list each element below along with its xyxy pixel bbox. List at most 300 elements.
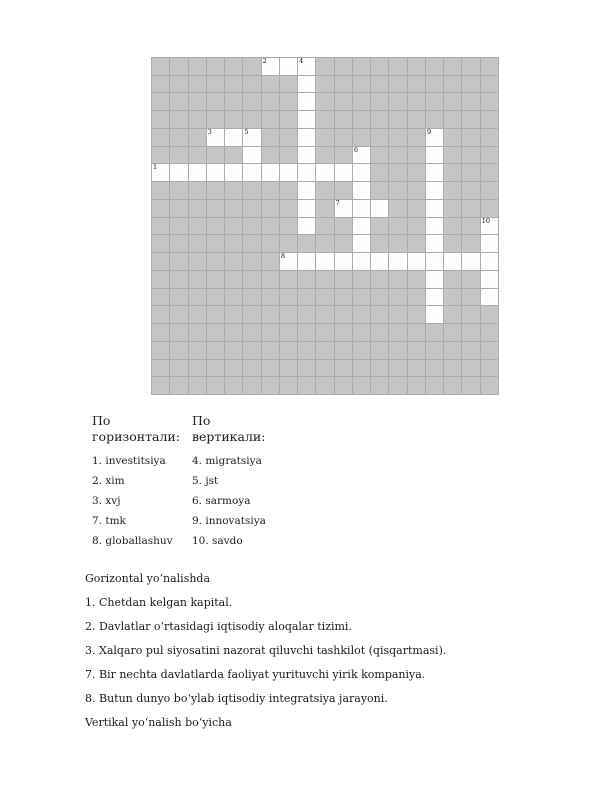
crossword-cell-blocked (207, 111, 224, 128)
crossword-cell-blocked (152, 182, 169, 199)
crossword-cell-open (298, 76, 315, 93)
crossword-cell-blocked (389, 58, 406, 75)
clue-number: 6 (353, 145, 359, 154)
crossword-cell-blocked (189, 58, 206, 75)
crossword-cell-open (353, 182, 370, 199)
crossword-cell-open (280, 58, 297, 75)
word-item: 10. savdo (192, 535, 243, 547)
crossword-cell-blocked (353, 76, 370, 93)
word-list-horizontal-title-line1: По (92, 413, 111, 428)
crossword-cell-blocked (280, 235, 297, 252)
crossword-cell-blocked (243, 306, 260, 323)
clue-number: 4 (299, 57, 304, 65)
crossword-cell-blocked (152, 58, 169, 75)
crossword-cell-open (298, 129, 315, 146)
crossword-cell-blocked (462, 111, 479, 128)
crossword-cell-blocked (462, 164, 479, 181)
crossword-cell-blocked (243, 342, 260, 359)
crossword-cell-blocked (371, 360, 388, 377)
crossword-cell-open (426, 129, 443, 146)
crossword-cell-open (280, 164, 297, 181)
crossword-cell-blocked (481, 182, 498, 199)
crossword-cell-blocked (335, 289, 352, 306)
crossword-cell-blocked (408, 129, 425, 146)
crossword-cell-blocked (152, 129, 169, 146)
crossword-cell-blocked (262, 289, 279, 306)
crossword-cell-open (426, 200, 443, 217)
crossword-cell-blocked (243, 253, 260, 270)
crossword-cell-blocked (225, 76, 242, 93)
clue-line: 7. Bir nechta davlatlarda faoliyat yurituvchi yirik kompaniya. (85, 668, 426, 681)
crossword-cell-open (426, 253, 443, 270)
crossword-cell-blocked (316, 324, 333, 341)
crossword-cell-blocked (353, 271, 370, 288)
crossword-cell-blocked (335, 377, 352, 394)
crossword-cell-blocked (152, 289, 169, 306)
crossword-cell-blocked (262, 235, 279, 252)
crossword-cell-open (481, 289, 498, 306)
crossword-cell-blocked (280, 93, 297, 110)
crossword-cell-blocked (389, 324, 406, 341)
crossword-cell-blocked (225, 58, 242, 75)
crossword-cell-blocked (189, 200, 206, 217)
crossword-cell-blocked (462, 306, 479, 323)
crossword-cell-blocked (189, 129, 206, 146)
crossword-cell-open (298, 182, 315, 199)
crossword-cell-blocked (462, 342, 479, 359)
crossword-cell-blocked (243, 360, 260, 377)
word-list-horizontal-title (92, 413, 190, 444)
crossword-cell-blocked (316, 147, 333, 164)
crossword-cell-blocked (353, 289, 370, 306)
crossword-cell-blocked (152, 324, 169, 341)
crossword-cell-open (389, 253, 406, 270)
word-item: 9. innovatsiya (192, 515, 266, 527)
crossword-cell-blocked (389, 360, 406, 377)
crossword-cell-open (353, 147, 370, 164)
crossword-cell-blocked (462, 360, 479, 377)
clues-heading-vertical: Vertikal yoʻnalish boʻyicha (85, 716, 232, 729)
crossword-cell-blocked (280, 360, 297, 377)
crossword-cell-blocked (444, 342, 461, 359)
crossword-cell-blocked (189, 235, 206, 252)
crossword-cell-blocked (170, 218, 187, 235)
crossword-cell-open (225, 129, 242, 146)
crossword-cell-blocked (316, 271, 333, 288)
crossword-cell-blocked (243, 235, 260, 252)
crossword-cell-blocked (408, 200, 425, 217)
word-item: 2. xim (92, 475, 125, 487)
crossword-cell-open (481, 253, 498, 270)
crossword-cell-blocked (353, 377, 370, 394)
crossword-cell-blocked (152, 93, 169, 110)
crossword-cell-blocked (353, 306, 370, 323)
crossword-cell-blocked (371, 342, 388, 359)
crossword-cell-blocked (408, 289, 425, 306)
crossword-cell-blocked (335, 93, 352, 110)
crossword-cell-open (262, 58, 279, 75)
crossword-cell-blocked (152, 235, 169, 252)
clue-line: 3. Xalqaro pul siyosatini nazorat qiluvchi tashkilot (qisqartmasi). (85, 644, 447, 657)
crossword-cell-blocked (225, 235, 242, 252)
crossword-cell-blocked (371, 93, 388, 110)
word-list-vertical-title (192, 413, 290, 444)
crossword-cell-blocked (462, 93, 479, 110)
crossword-cell-blocked (316, 111, 333, 128)
crossword-cell-blocked (335, 235, 352, 252)
crossword-cell-open (298, 164, 315, 181)
crossword-cell-blocked (225, 360, 242, 377)
crossword-cell-blocked (170, 147, 187, 164)
crossword-cell-blocked (444, 360, 461, 377)
crossword-cell-open (298, 147, 315, 164)
word-item: 4. migratsiya (192, 455, 262, 467)
crossword-cell-blocked (170, 324, 187, 341)
crossword-cell-open (426, 235, 443, 252)
crossword-cell-blocked (262, 253, 279, 270)
crossword-cell-blocked (316, 58, 333, 75)
crossword-cell-blocked (316, 377, 333, 394)
crossword-cell-blocked (335, 76, 352, 93)
crossword-cell-blocked (316, 235, 333, 252)
clue-number: 8 (280, 252, 285, 261)
crossword-cell-blocked (335, 324, 352, 341)
crossword-cell-blocked (189, 147, 206, 164)
crossword-cell-blocked (444, 235, 461, 252)
crossword-cell-blocked (262, 147, 279, 164)
crossword-cell-blocked (225, 289, 242, 306)
crossword-cell-open (298, 200, 315, 217)
crossword-cell-open (335, 253, 352, 270)
crossword-cell-blocked (298, 306, 315, 323)
crossword-cell-blocked (243, 111, 260, 128)
crossword-cell-blocked (152, 111, 169, 128)
crossword-cell-open (189, 164, 206, 181)
crossword-cell-blocked (298, 235, 315, 252)
crossword-cell-blocked (444, 58, 461, 75)
crossword-cell-blocked (170, 111, 187, 128)
crossword-cell-blocked (389, 342, 406, 359)
clue-number: 9 (426, 127, 432, 136)
crossword-cell-blocked (280, 377, 297, 394)
crossword-cell-blocked (389, 147, 406, 164)
crossword-cell-open (152, 164, 169, 181)
crossword-cell-blocked (335, 218, 352, 235)
crossword-cell-blocked (243, 200, 260, 217)
crossword-cell-blocked (316, 129, 333, 146)
crossword-cell-blocked (481, 342, 498, 359)
crossword-cell-open (426, 164, 443, 181)
crossword-cell-open (353, 235, 370, 252)
word-list-vertical-title-line1: По (192, 413, 211, 428)
crossword-cell-blocked (426, 58, 443, 75)
crossword-cell-blocked (408, 342, 425, 359)
crossword-cell-blocked (152, 218, 169, 235)
word-item: 8. globallashuv (92, 535, 173, 547)
crossword-cell-open (280, 253, 297, 270)
crossword-cell-blocked (444, 111, 461, 128)
crossword-cell-blocked (152, 342, 169, 359)
crossword-cell-blocked (481, 360, 498, 377)
crossword-cell-blocked (371, 58, 388, 75)
crossword-cell-blocked (170, 342, 187, 359)
crossword-cell-blocked (152, 377, 169, 394)
crossword-cell-blocked (371, 147, 388, 164)
crossword-cell-open (353, 200, 370, 217)
crossword-cell-blocked (335, 182, 352, 199)
crossword-cell-open (371, 253, 388, 270)
crossword-cell-open (243, 147, 260, 164)
crossword-cell-blocked (481, 76, 498, 93)
crossword-cell-blocked (335, 271, 352, 288)
crossword-cell-blocked (389, 164, 406, 181)
crossword-cell-blocked (371, 324, 388, 341)
crossword-cell-blocked (207, 253, 224, 270)
crossword-cell-blocked (408, 164, 425, 181)
crossword-cell-open (481, 271, 498, 288)
crossword-cell-blocked (243, 76, 260, 93)
crossword-cell-blocked (462, 289, 479, 306)
crossword-cell-blocked (408, 182, 425, 199)
crossword-cell-blocked (316, 342, 333, 359)
word-item: 1. investitsiya (92, 455, 166, 467)
crossword-cell-blocked (152, 76, 169, 93)
crossword-cell-blocked (189, 324, 206, 341)
crossword-cell-blocked (481, 324, 498, 341)
crossword-cell-open (481, 235, 498, 252)
crossword-cell-blocked (189, 76, 206, 93)
crossword-cell-blocked (371, 235, 388, 252)
crossword-cell-blocked (335, 111, 352, 128)
crossword-cell-blocked (189, 218, 206, 235)
crossword-cell-open (298, 253, 315, 270)
crossword-cell-blocked (316, 93, 333, 110)
crossword-cell-blocked (189, 377, 206, 394)
crossword-cell-blocked (444, 289, 461, 306)
crossword-cell-blocked (426, 342, 443, 359)
clue-line: 8. Butun dunyo boʻylab iqtisodiy integratsiya jarayoni. (85, 692, 388, 705)
crossword-cell-blocked (462, 377, 479, 394)
crossword-cell-blocked (243, 93, 260, 110)
crossword-cell-blocked (444, 271, 461, 288)
crossword-cell-open (225, 164, 242, 181)
crossword-cell-blocked (152, 271, 169, 288)
crossword-cell-blocked (207, 58, 224, 75)
crossword-cell-blocked (152, 200, 169, 217)
crossword-cell-blocked (462, 200, 479, 217)
crossword-cell-blocked (170, 58, 187, 75)
crossword-cell-blocked (262, 271, 279, 288)
crossword-cell-blocked (189, 306, 206, 323)
crossword-cell-blocked (444, 164, 461, 181)
crossword-cell-blocked (371, 306, 388, 323)
crossword-cell-blocked (298, 377, 315, 394)
word-item: 3. xvj (92, 495, 121, 507)
crossword-cell-blocked (262, 324, 279, 341)
crossword-cell-blocked (481, 93, 498, 110)
crossword-cell-open (243, 129, 260, 146)
crossword-cell-blocked (207, 324, 224, 341)
crossword-cell-blocked (207, 377, 224, 394)
crossword-cell-blocked (462, 182, 479, 199)
crossword-cell-open (426, 182, 443, 199)
crossword-cell-blocked (444, 93, 461, 110)
crossword-cell-blocked (426, 360, 443, 377)
crossword-grid (151, 57, 499, 395)
crossword-cell-blocked (280, 306, 297, 323)
crossword-cell-open (298, 218, 315, 235)
crossword-cell-blocked (280, 218, 297, 235)
crossword-cell-blocked (280, 111, 297, 128)
crossword-cell-blocked (207, 182, 224, 199)
crossword-cell-blocked (262, 377, 279, 394)
crossword-cell-blocked (170, 377, 187, 394)
crossword-cell-open (426, 289, 443, 306)
word-item: 7. tmk (92, 515, 126, 527)
crossword-cell-blocked (280, 200, 297, 217)
clue-number: 3 (207, 127, 212, 136)
crossword-cell-blocked (280, 342, 297, 359)
crossword-cell-blocked (316, 182, 333, 199)
crossword-cell-blocked (335, 342, 352, 359)
crossword-cell-blocked (207, 342, 224, 359)
crossword-cell-blocked (298, 342, 315, 359)
crossword-cell-blocked (243, 377, 260, 394)
crossword-cell-blocked (481, 200, 498, 217)
crossword-cell-blocked (389, 377, 406, 394)
crossword-cell-blocked (207, 235, 224, 252)
crossword-cell-blocked (170, 129, 187, 146)
crossword-cell-blocked (243, 271, 260, 288)
crossword-cell-blocked (371, 218, 388, 235)
word-list-vertical-items (192, 451, 290, 551)
crossword-cell-blocked (335, 58, 352, 75)
crossword-cell-open (353, 164, 370, 181)
word-list-vertical (192, 413, 290, 551)
crossword-cell-blocked (316, 289, 333, 306)
crossword-cell-blocked (371, 377, 388, 394)
crossword-cell-blocked (170, 306, 187, 323)
crossword-cell-blocked (408, 235, 425, 252)
crossword-cell-blocked (389, 76, 406, 93)
crossword-cell-blocked (462, 76, 479, 93)
crossword-cell-blocked (335, 147, 352, 164)
crossword-cell-open (462, 253, 479, 270)
crossword-cell-blocked (353, 342, 370, 359)
word-item: 6. sarmoya (192, 495, 251, 507)
crossword-cell-blocked (170, 289, 187, 306)
crossword-cell-blocked (444, 182, 461, 199)
crossword-cell-blocked (152, 147, 169, 164)
crossword-cell-open (262, 164, 279, 181)
crossword-cell-blocked (371, 129, 388, 146)
crossword-cell-blocked (389, 182, 406, 199)
word-list-vertical-title-line2: вертикали: (192, 428, 266, 444)
crossword-cell-blocked (408, 324, 425, 341)
crossword-cell-blocked (426, 93, 443, 110)
crossword-cell-blocked (262, 93, 279, 110)
crossword-cell-blocked (170, 360, 187, 377)
crossword-cell-blocked (189, 93, 206, 110)
crossword-cell-blocked (225, 93, 242, 110)
clue-number: 5 (244, 127, 249, 136)
crossword-cell-blocked (426, 76, 443, 93)
crossword-cell-blocked (444, 200, 461, 217)
crossword-cell-blocked (207, 218, 224, 235)
crossword-cell-open (371, 200, 388, 217)
crossword-cell-open (444, 253, 461, 270)
crossword-cell-blocked (243, 182, 260, 199)
crossword-cell-blocked (389, 235, 406, 252)
crossword-cell-blocked (481, 58, 498, 75)
crossword-cell-blocked (152, 360, 169, 377)
crossword-cell-blocked (408, 93, 425, 110)
crossword-cell-open (353, 218, 370, 235)
clue-line: 1. Chetdan kelgan kapital. (85, 596, 233, 609)
clue-number: 1 (153, 163, 158, 172)
crossword-cell-blocked (280, 271, 297, 288)
clues-section (85, 572, 560, 740)
crossword-cell-blocked (408, 147, 425, 164)
crossword-cell-blocked (335, 360, 352, 377)
crossword-cell-blocked (481, 377, 498, 394)
crossword-cell-blocked (189, 342, 206, 359)
crossword-cell-blocked (243, 324, 260, 341)
crossword-cell-blocked (353, 93, 370, 110)
crossword-cell-blocked (170, 93, 187, 110)
crossword-cell-blocked (207, 289, 224, 306)
crossword-cell-blocked (207, 93, 224, 110)
crossword-cell-open (353, 253, 370, 270)
crossword-cell-blocked (389, 129, 406, 146)
crossword-cell-blocked (353, 111, 370, 128)
word-item: 5. jst (192, 475, 219, 487)
clue-number: 10 (481, 216, 491, 225)
crossword-cell-blocked (170, 235, 187, 252)
crossword-cell-blocked (207, 76, 224, 93)
crossword-cell-open (408, 253, 425, 270)
crossword-cell-blocked (462, 58, 479, 75)
crossword-cell-blocked (444, 218, 461, 235)
crossword-cell-blocked (444, 147, 461, 164)
crossword-cell-open (207, 129, 224, 146)
crossword-cell-open (316, 253, 333, 270)
crossword-cell-blocked (481, 129, 498, 146)
crossword-cell-blocked (262, 342, 279, 359)
crossword-cell-blocked (353, 58, 370, 75)
crossword-cell-open (335, 200, 352, 217)
crossword-cell-blocked (207, 147, 224, 164)
crossword-cell-blocked (170, 76, 187, 93)
crossword-cell-blocked (408, 306, 425, 323)
crossword-cell-blocked (444, 324, 461, 341)
crossword-cell-blocked (389, 271, 406, 288)
crossword-cell-blocked (481, 111, 498, 128)
crossword-cell-blocked (280, 182, 297, 199)
crossword-cell-open (426, 271, 443, 288)
crossword-cell-blocked (353, 324, 370, 341)
crossword-cell-blocked (444, 76, 461, 93)
crossword-cell-blocked (280, 324, 297, 341)
crossword-cell-blocked (225, 218, 242, 235)
crossword-cell-blocked (444, 306, 461, 323)
crossword-cell-blocked (462, 324, 479, 341)
crossword-cell-blocked (225, 377, 242, 394)
crossword-cell-blocked (298, 360, 315, 377)
crossword-cell-blocked (481, 306, 498, 323)
crossword-cell-open (298, 111, 315, 128)
crossword-cell-blocked (207, 271, 224, 288)
